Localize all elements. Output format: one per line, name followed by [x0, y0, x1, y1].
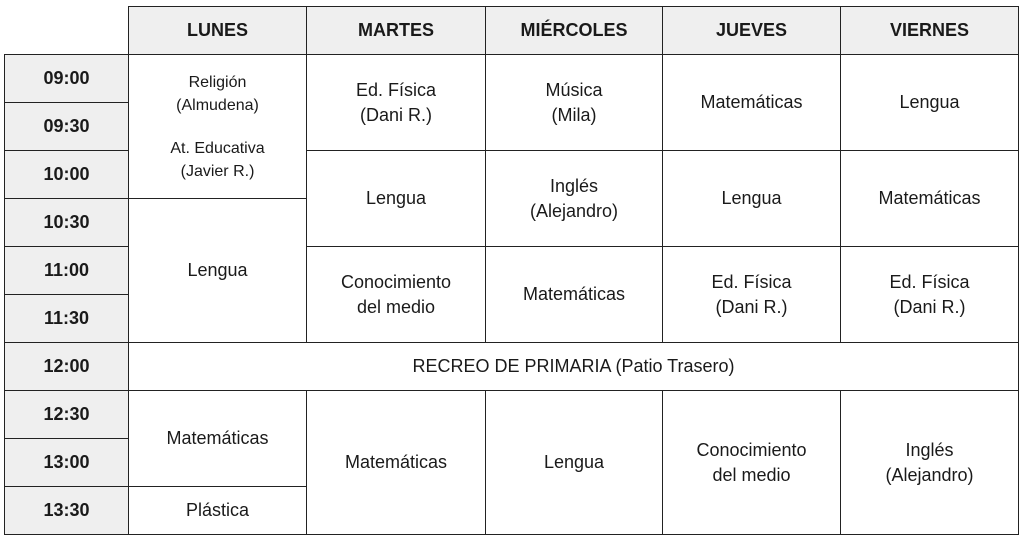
time-slot: 13:00: [4, 438, 129, 487]
teacher-name: (Almudena): [176, 96, 259, 114]
viernes-ed-fisica: [840, 246, 1019, 343]
miercoles-matematicas: [485, 246, 663, 343]
subject-name: Matemáticas: [522, 284, 626, 304]
jueves-conocimiento-del-medio: [662, 390, 841, 535]
teacher-name: (Javier R.): [180, 162, 255, 180]
subject-name: Inglés: [905, 439, 954, 460]
time-slot: 09:30: [4, 102, 129, 151]
subject-name: del medio: [712, 464, 791, 485]
subject-name: Conocimiento: [696, 439, 807, 460]
subject-name: Lengua: [899, 92, 960, 112]
teacher-name: (Mila): [551, 104, 597, 125]
martes-matematicas: [306, 390, 486, 535]
subject-name: Inglés: [549, 175, 599, 196]
viernes-ingles: [840, 390, 1019, 535]
teacher-name: (Dani R.): [893, 296, 966, 317]
subject-name: Lengua: [365, 188, 427, 208]
subject-name: Lengua: [543, 452, 605, 472]
lunes-matematicas: [128, 390, 307, 487]
time-slot: 12:30: [4, 390, 129, 439]
subject-name: Religión: [188, 73, 247, 91]
time-slot: 13:30: [4, 486, 129, 535]
subject-name: Matemáticas: [700, 92, 803, 112]
subject-name: Conocimiento: [340, 271, 452, 292]
subject-name: del medio: [356, 296, 436, 317]
day-header-viernes: VIERNES: [840, 6, 1019, 55]
subject-name: Ed. Física: [711, 271, 792, 292]
subject-name: At. Educativa: [170, 139, 265, 157]
teacher-name: (Dani R.): [715, 296, 788, 317]
subject-name: Lengua: [187, 260, 248, 280]
subject-name: Lengua: [721, 188, 782, 208]
subject-name: Ed. Física: [889, 271, 970, 292]
subject-name: Música: [545, 79, 603, 100]
time-slot: 10:00: [4, 150, 129, 199]
jueves-matematicas: [662, 54, 841, 151]
lunes-lengua: [128, 198, 307, 343]
subject-name: Ed. Física: [355, 79, 437, 100]
time-slot: 10:30: [4, 198, 129, 247]
martes-lengua: [306, 150, 486, 247]
recreo-label: RECREO DE PRIMARIA (Patio Trasero): [412, 356, 735, 376]
day-header-lunes: LUNES: [128, 6, 307, 55]
martes-ed-fisica: [306, 54, 486, 151]
jueves-ed-fisica: [662, 246, 841, 343]
viernes-lengua: [840, 54, 1019, 151]
miercoles-musica: [485, 54, 663, 151]
day-header-martes: MARTES: [306, 6, 486, 55]
miercoles-ingles: [485, 150, 663, 247]
teacher-name: (Dani R.): [359, 104, 432, 125]
jueves-lengua: [662, 150, 841, 247]
viernes-matematicas: [840, 150, 1019, 247]
teacher-name: (Alejandro): [529, 200, 619, 221]
time-slot: 09:00: [4, 54, 129, 103]
miercoles-lengua: [485, 390, 663, 535]
subject-name: Matemáticas: [344, 452, 448, 472]
recreo-row: [128, 342, 1019, 391]
time-slot: 11:00: [4, 246, 129, 295]
lunes-religion-at-educativa: [128, 54, 307, 199]
martes-conocimiento-del-medio: [306, 246, 486, 343]
subject-name: Matemáticas: [166, 428, 269, 448]
subject-name: Matemáticas: [878, 188, 981, 208]
subject-name: Plástica: [185, 500, 250, 520]
day-header-jueves: JUEVES: [662, 6, 841, 55]
time-slot: 11:30: [4, 294, 129, 343]
day-header-miercoles: MIÉRCOLES: [485, 6, 663, 55]
time-slot: 12:00: [4, 342, 129, 391]
teacher-name: (Alejandro): [885, 464, 974, 485]
lunes-plastica: [128, 486, 307, 535]
